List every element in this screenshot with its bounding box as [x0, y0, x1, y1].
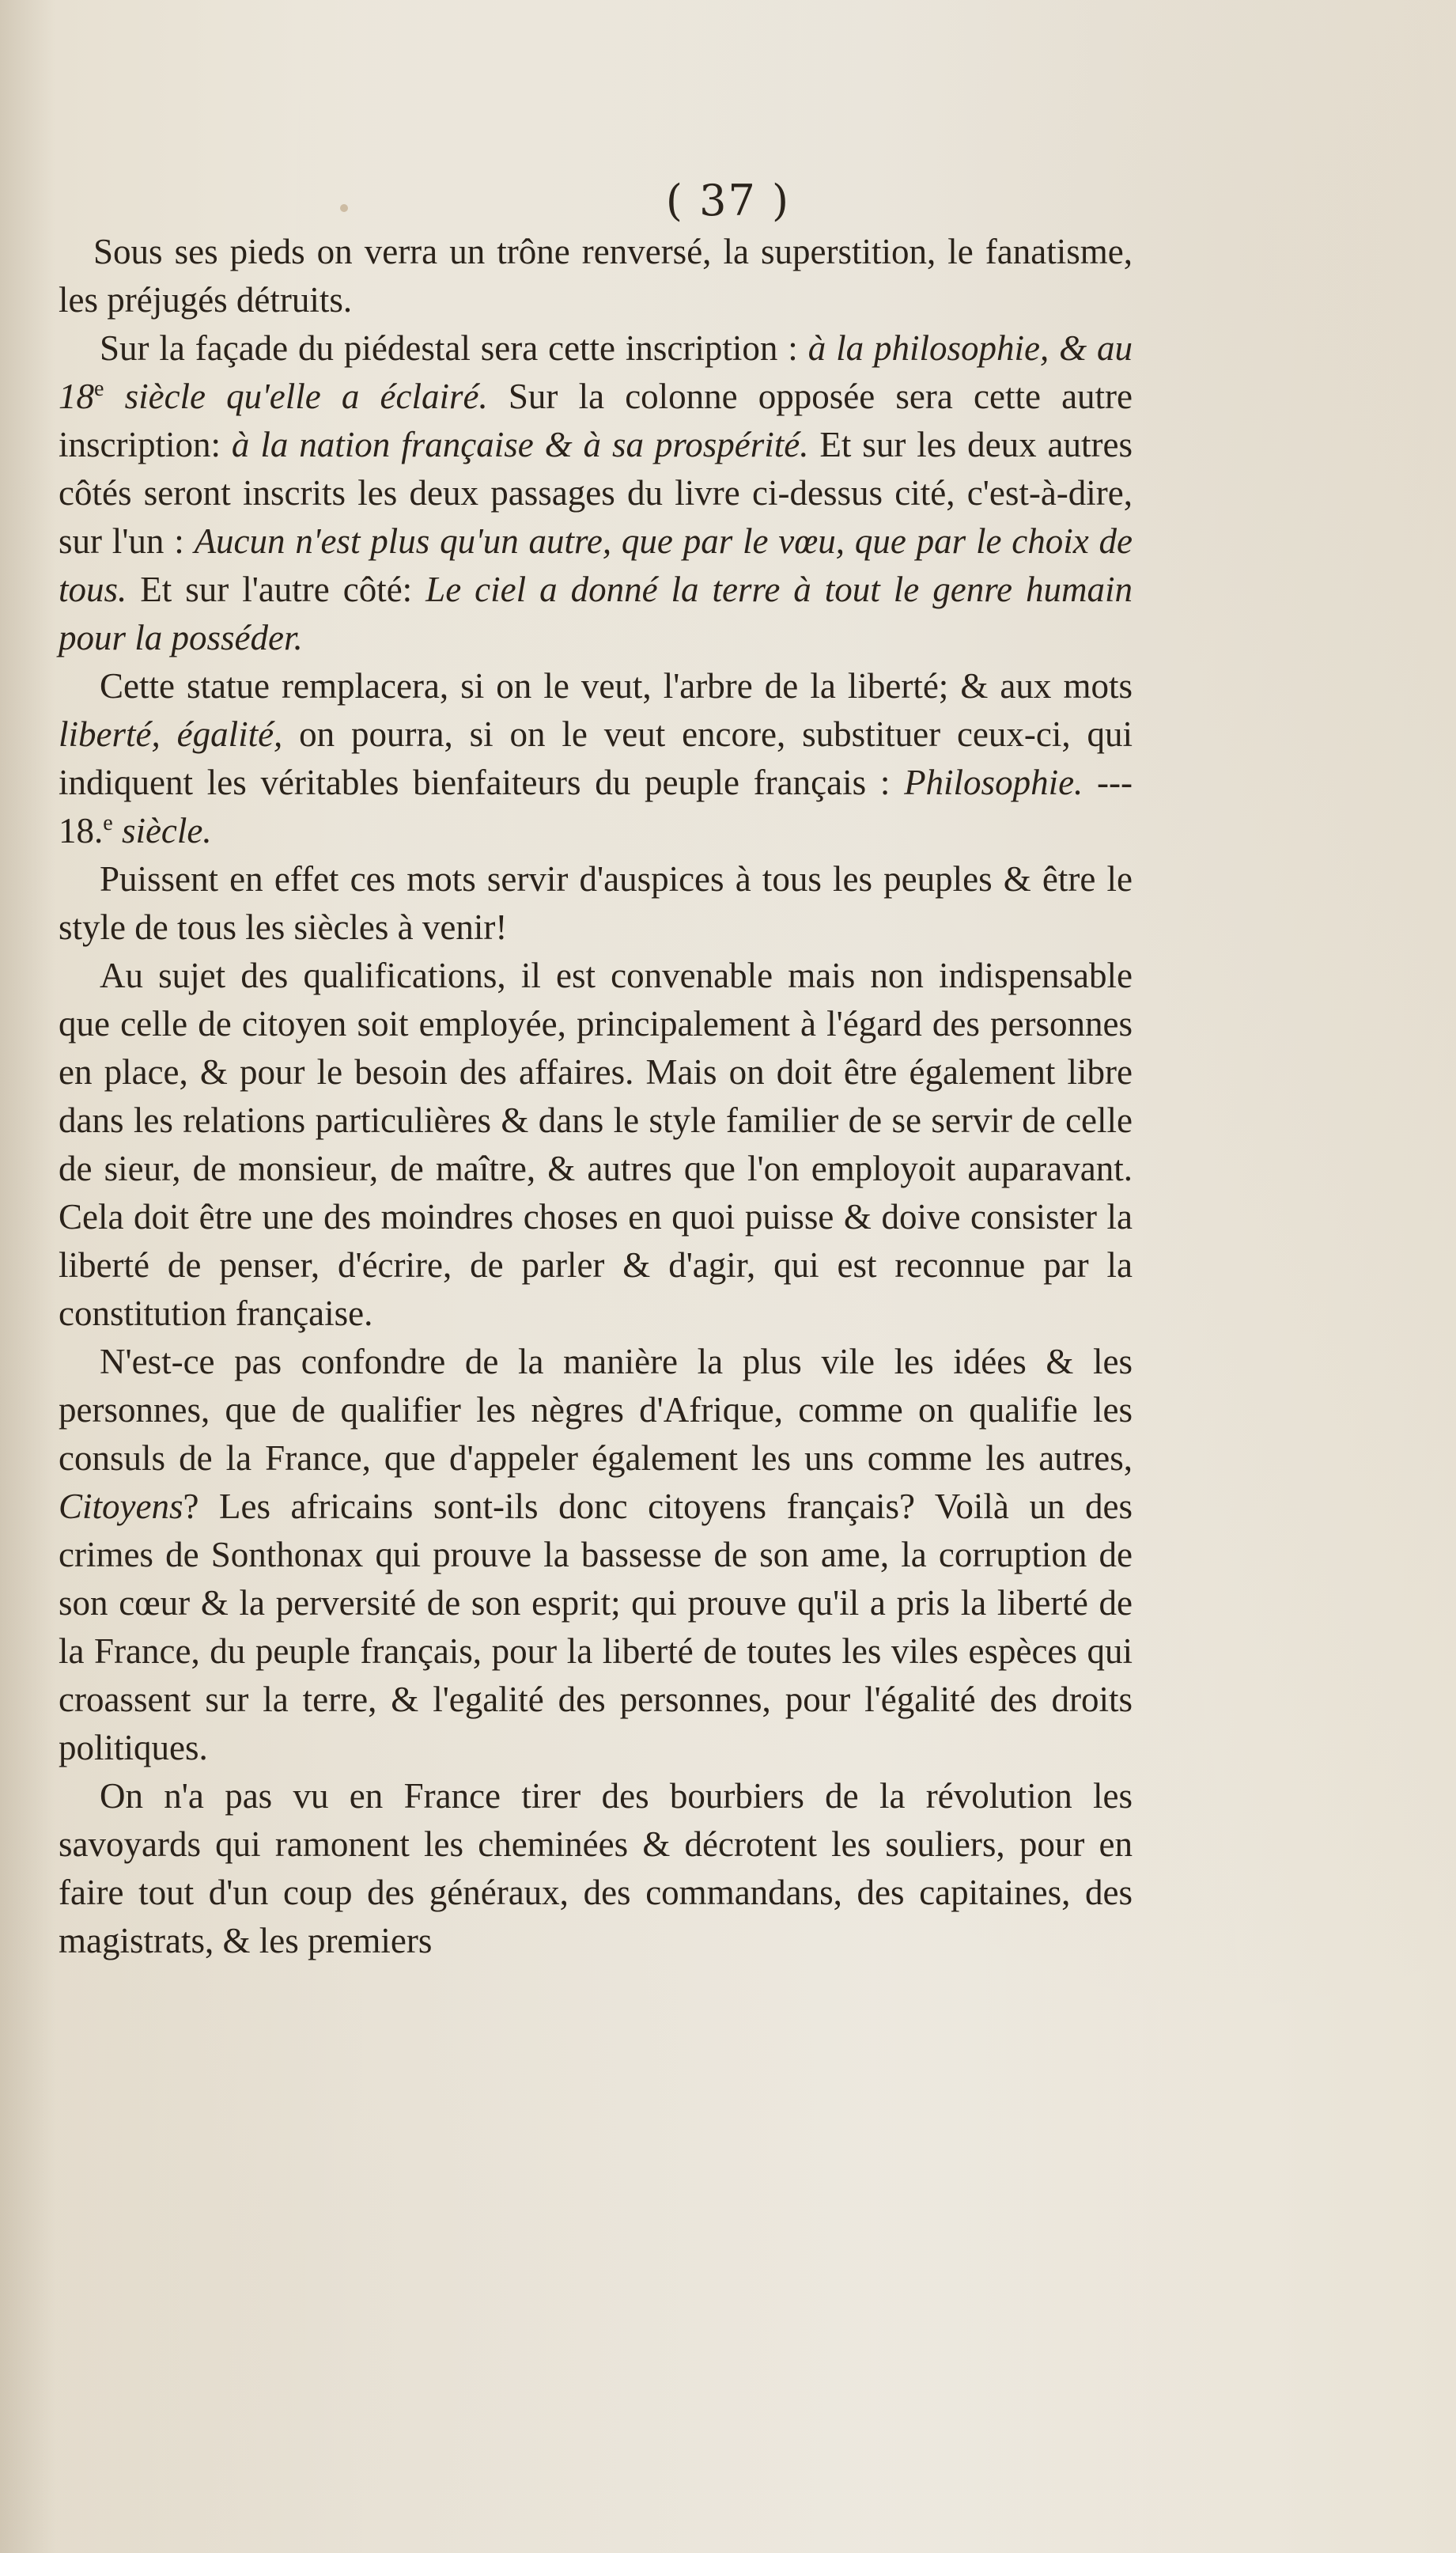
italic-text: Philosophie. --- — [904, 763, 1133, 802]
text-run: Et sur l'autre côté: — [127, 570, 426, 609]
italic-text: Le ciel a donné la terre à tout le genre humain pour la posséder. — [59, 570, 1133, 657]
text-run: N'est-ce pas confondre de la manière la plus vile les idées & les personnes, que de qualifier les nègres d'Afrique, comme on qualifie les consuls de la France, que d'appeler également les uns comme les autres, — [59, 1342, 1133, 1478]
superscript: e — [103, 811, 113, 835]
text-run: Cette statue remplacera, si on le veut, l'arbre de la liberté; & aux mots — [100, 666, 1133, 706]
paragraph — [59, 952, 1133, 1338]
paragraph — [59, 228, 1133, 324]
italic-text: siècle. — [112, 811, 212, 850]
paragraph — [59, 1338, 1133, 1772]
text-run: on pourra, si on le veut encore, substituer ceux-ci, qui indiquent les véritables bienfaiteurs du peuple français : — [59, 714, 1133, 802]
italic-text: Citoyens — [59, 1487, 183, 1526]
italic-text: siècle qu'elle a éclairé. — [104, 377, 488, 416]
italic-text: liberté, égalité, — [59, 714, 283, 754]
spine-shadow — [0, 0, 55, 2553]
body-text — [59, 228, 1133, 1965]
text-run: Sous ses pieds on verra un trône renversé, la superstition, le fanatisme, les préjugés détruits. — [59, 232, 1133, 320]
text-run: On n'a pas vu en France tirer des bourbiers de la révolution les savoyards qui ramonent les cheminées & décrotent les souliers, pour en faire tout d'un coup des généraux, des commandans, des capitaines, des magistrats, & les premiers — [59, 1776, 1133, 1960]
text-run: Puissent en effet ces mots servir d'auspices à tous les peuples & être le style de tous les siècles à venir! — [59, 859, 1133, 947]
text-run: Et sur les deux autres côtés seront inscrits les deux passages du livre ci-dessus cité, c'est-à-dire, sur l'un : — [59, 425, 1133, 561]
text-run: Au sujet des qualifications, il est convenable mais non indispensable que celle de citoyen soit employée, principalement à l'égard des personnes en place, & pour le besoin des affaires. Mais on doit être également libre dans les relations particulières & dans le style familier de se servir de celle de sieur, de monsieur, de maître, & autres que l'on employoit auparavant. Cela doit être une des moindres choses en quoi puisse & doive consister la liberté de penser, d'écrire, de parler & d'agir, qui est reconnue par la constitution française. — [59, 956, 1133, 1333]
page-number: ( 37 ) — [665, 176, 791, 225]
text-run: Sur la façade du piédestal sera cette inscription : — [100, 328, 808, 368]
text-run: 18. — [59, 811, 104, 850]
paragraph — [59, 1772, 1133, 1965]
italic-text: à la nation française & à sa prospérité. — [231, 425, 809, 464]
italic-text: à la philosophie, & au 18 — [59, 328, 1133, 416]
paragraph — [59, 324, 1133, 662]
text-run: ? Les africains sont-ils donc citoyens français? Voilà un des crimes de Sonthonax qui prouve la bassesse de son ame, la corruption de son cœur & la perversité de son esprit; qui prouve qu'il a pris la liberté de la France, du peuple français, pour la liberté de toutes les viles espèces qui croassent sur la terre, & l'egalité des personnes, pour l'égalité des droits politiques. — [59, 1487, 1133, 1767]
paragraph — [59, 855, 1133, 952]
superscript: e — [94, 377, 104, 401]
paragraph — [59, 662, 1133, 855]
italic-text: Aucun n'est plus qu'un autre, que par le vœu, que par le choix de tous. — [59, 521, 1133, 609]
text-run: Sur la colonne opposée sera cette autre inscription: — [59, 377, 1133, 464]
